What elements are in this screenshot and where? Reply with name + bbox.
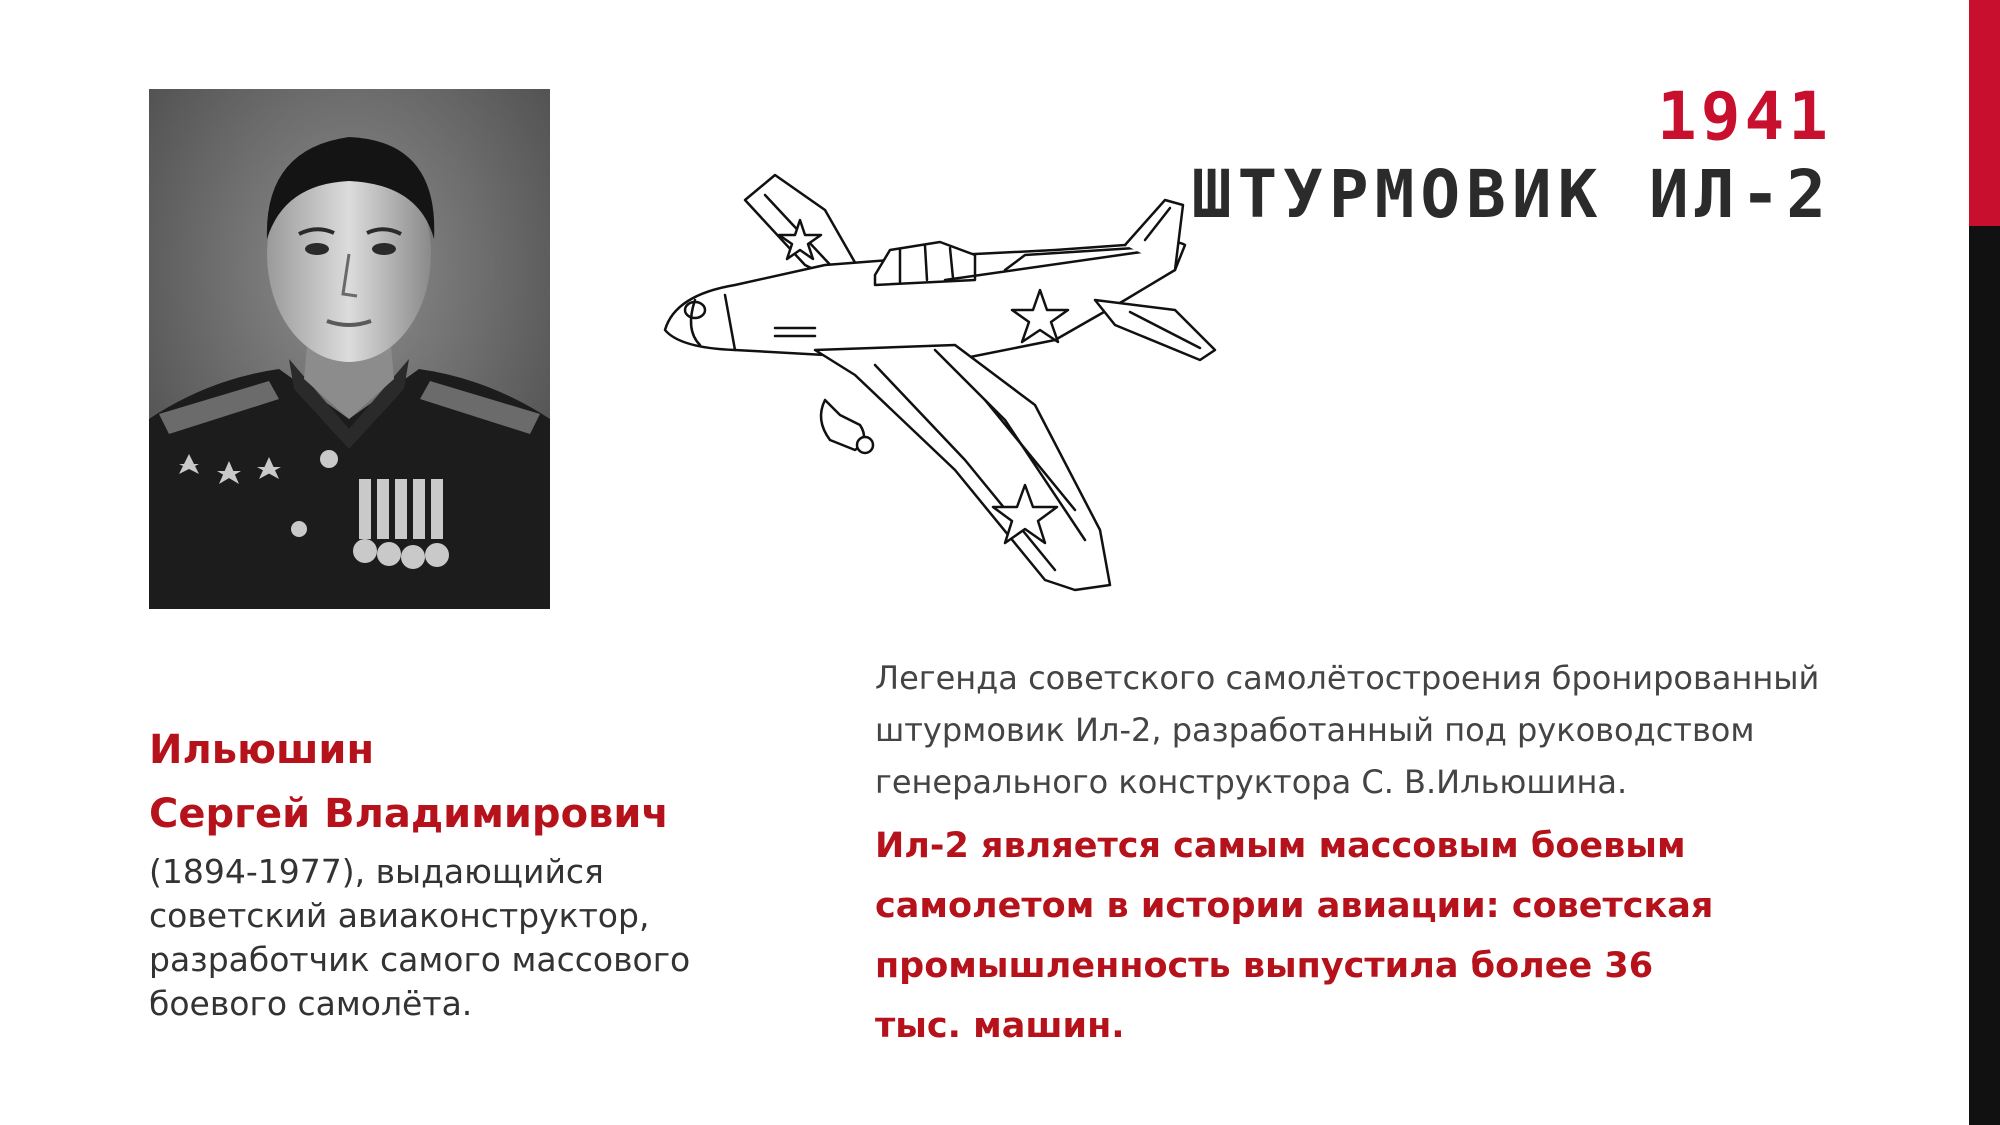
- description-line: штурмовик Ил-2, разработанный под руководством: [875, 711, 1755, 749]
- headline-year: 1941: [1657, 78, 1832, 155]
- person-name-line: Сергей Владимирович: [149, 791, 669, 837]
- description-line: Легенда советского самолётостроения бронированный: [875, 659, 1820, 697]
- description-line: генерального конструктора С. В.Ильюшина.: [875, 763, 1628, 801]
- person-name-line: Ильюшин: [149, 727, 375, 773]
- person-name: [149, 718, 769, 846]
- description-plain-text: [875, 652, 1835, 808]
- person-bio-line: (1894-1977), выдающийся: [149, 852, 604, 891]
- description-highlight-text: [875, 816, 1835, 1056]
- highlight-line: промышленность выпустила более 36: [875, 946, 1654, 986]
- person-bio-line: боевого самолёта.: [149, 984, 473, 1023]
- il2-aircraft-illustration: [655, 160, 1235, 630]
- headline-title: ШТУРМОВИК ИЛ-2: [1191, 156, 1832, 233]
- highlight-line: тыс. машин.: [875, 1006, 1125, 1046]
- right-bar-black-segment: [1969, 226, 2000, 1125]
- person-bio-line: разработчик самого массового: [149, 940, 691, 979]
- right-accent-bar: [1969, 0, 2000, 1125]
- aircraft-description: [875, 652, 1835, 1056]
- person-bio-line: советский авиаконструктор,: [149, 896, 650, 935]
- highlight-line: самолетом в истории авиации: советская: [875, 886, 1714, 926]
- person-bio: [149, 850, 769, 1026]
- right-bar-red-segment: [1969, 0, 2000, 226]
- person-caption: [149, 718, 769, 1026]
- portrait-photo: [149, 89, 550, 609]
- highlight-line: Ил-2 является самым массовым боевым: [875, 826, 1686, 866]
- slide-headline: [1191, 78, 1832, 233]
